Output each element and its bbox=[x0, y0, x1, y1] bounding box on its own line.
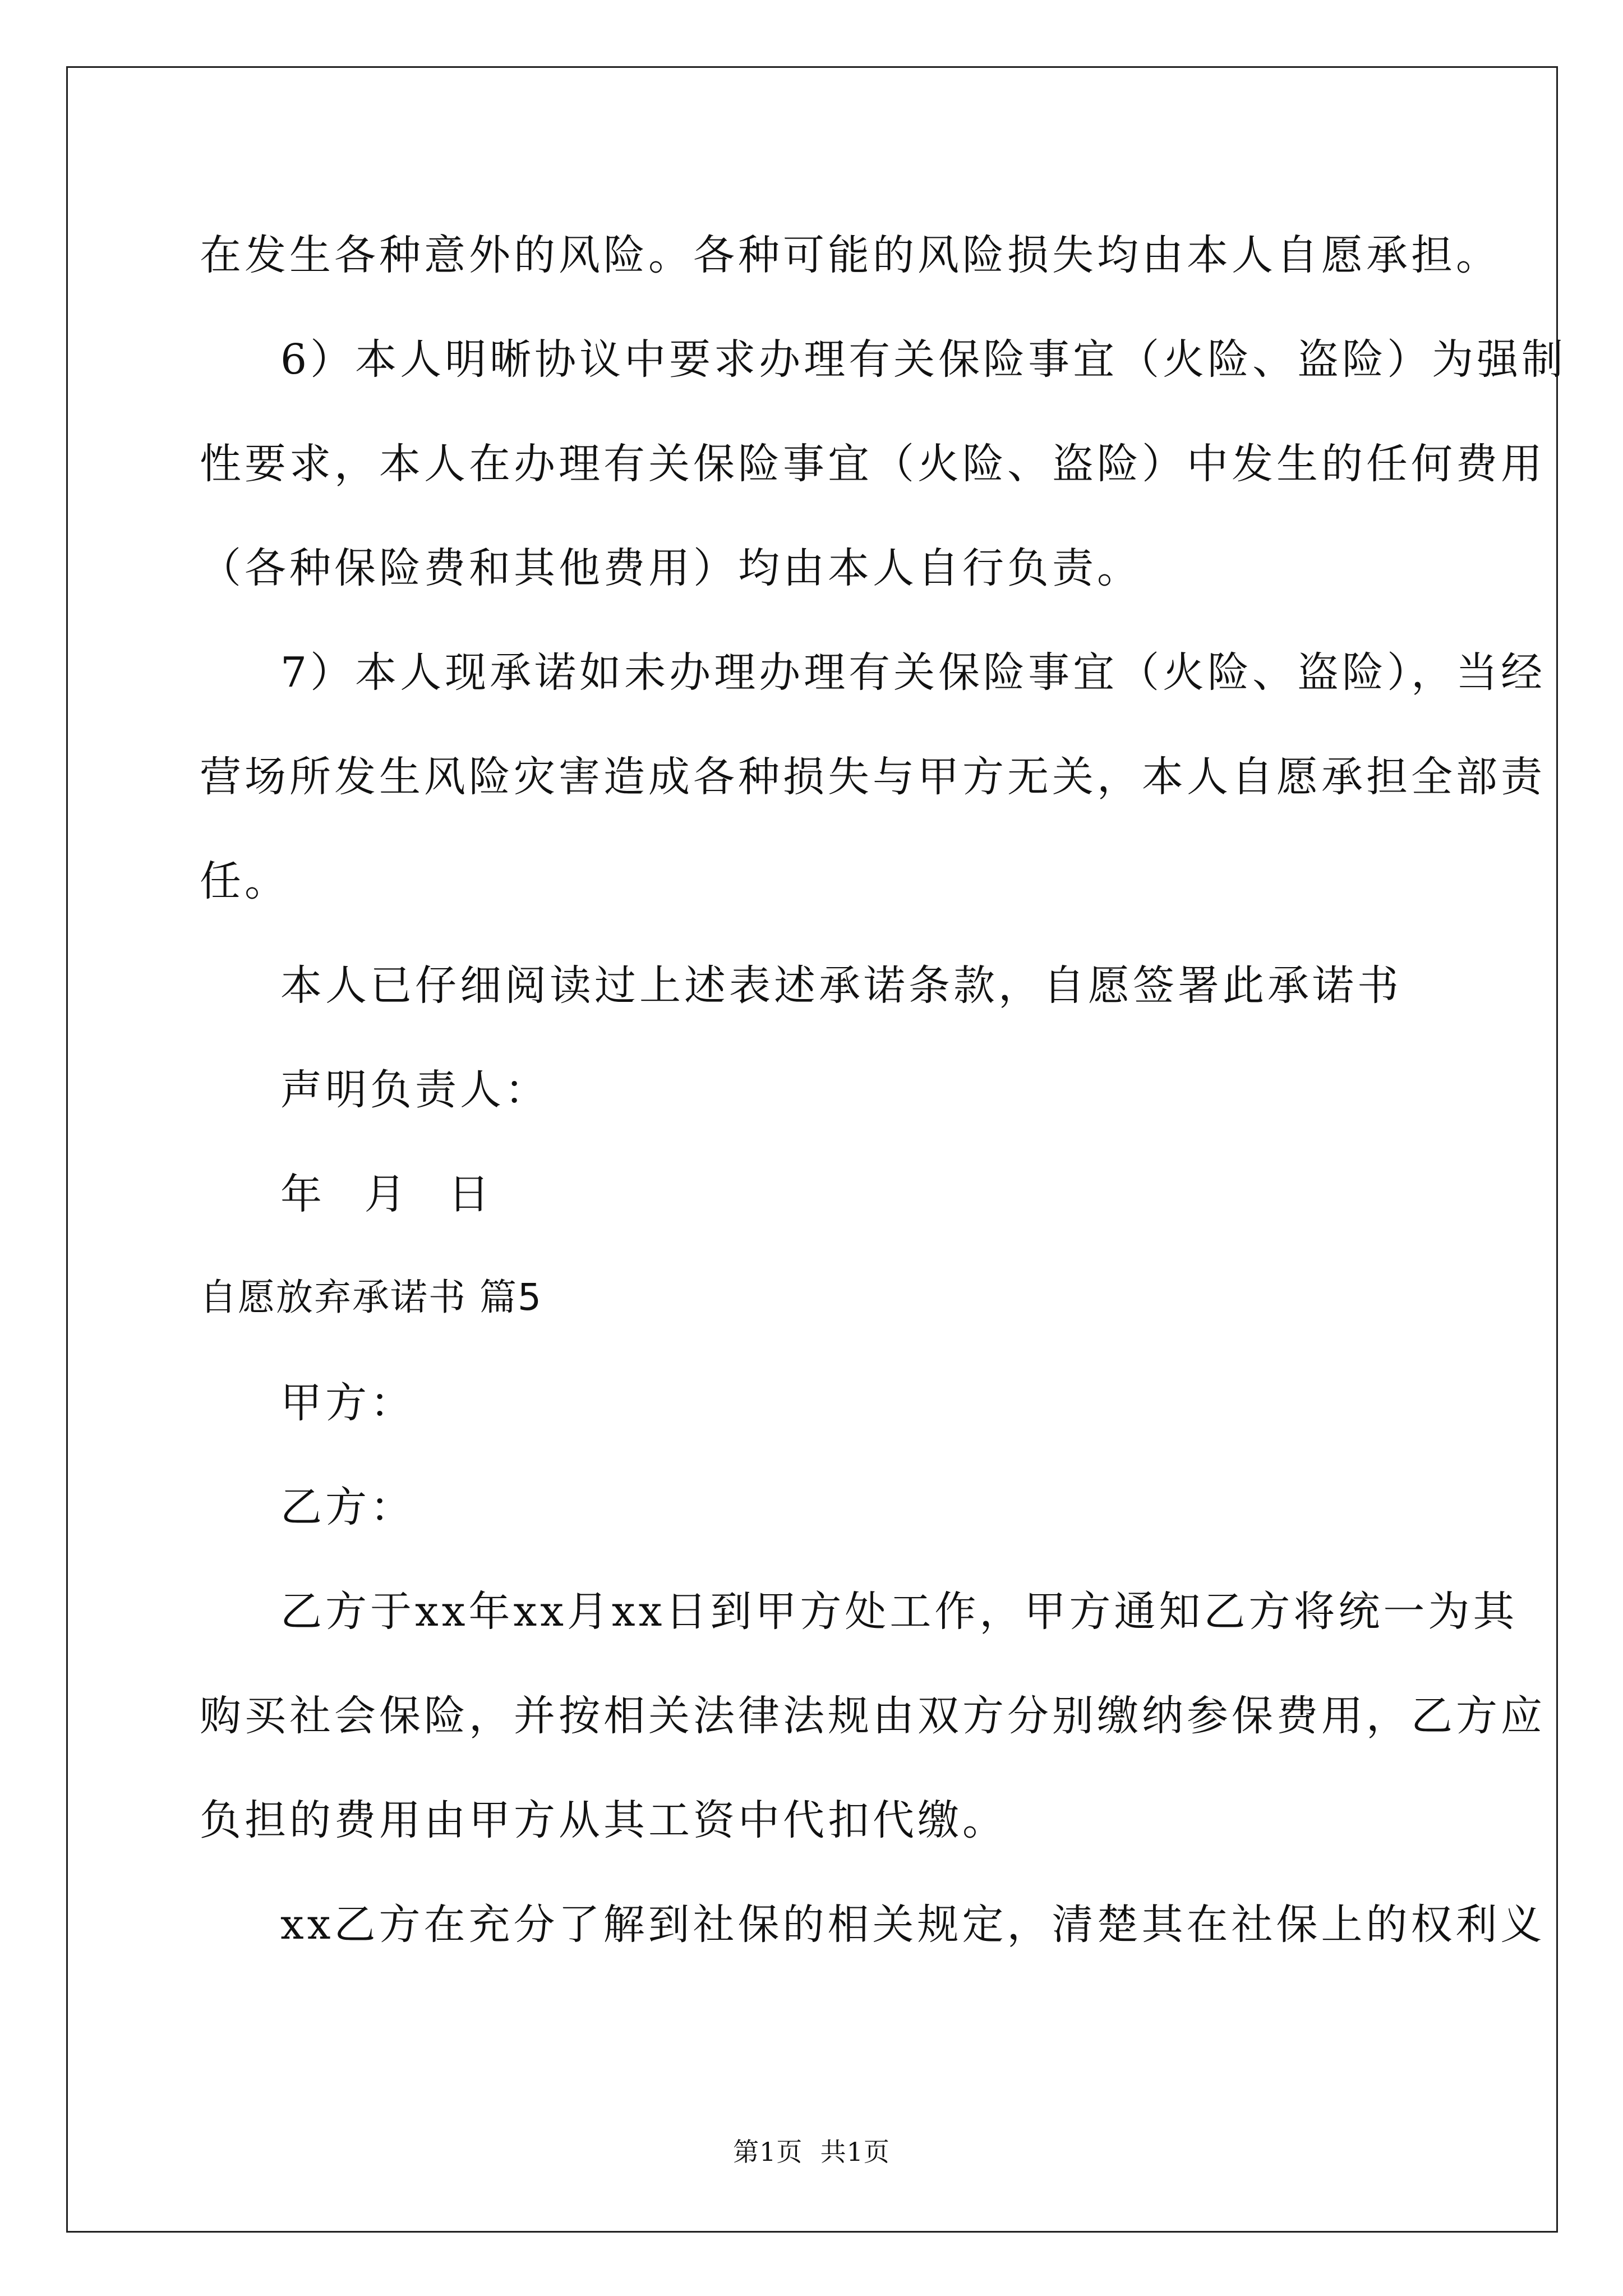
body-line: 任。 bbox=[200, 857, 289, 905]
party-b-label: 乙方： bbox=[280, 1483, 415, 1531]
body-line: 在发生各种意外的风险。各种可能的风险损失均由本人自愿承担。 bbox=[200, 231, 1501, 279]
body-line: 6）本人明晰协议中要求办理有关保险事宜（火险、盗险）为强制 bbox=[280, 335, 1567, 384]
date-line: 年 月 日 bbox=[280, 1170, 494, 1218]
body-line: 负担的费用由甲方从其工资中代扣代缴。 bbox=[200, 1796, 1007, 1844]
statement-line: 本人已仔细阅读过上述表述承诺条款，自愿签署此承诺书 bbox=[280, 961, 1402, 1010]
body-line: 性要求，本人在办理有关保险事宜（火险、盗险）中发生的任何费用 bbox=[200, 440, 1546, 488]
body-line: xx乙方在充分了解到社保的相关规定，清楚其在社保上的权利义 bbox=[280, 1901, 1546, 1949]
party-a-label: 甲方： bbox=[280, 1379, 415, 1427]
body-line: 乙方于xx年xx月xx日到甲方处工作，甲方通知乙方将统一为其 bbox=[280, 1588, 1518, 1636]
body-line: （各种保险费和其他费用）均由本人自行负责。 bbox=[200, 544, 1142, 592]
body-line: 营场所发生风险灾害造成各种损失与甲方无关，本人自愿承担全部责 bbox=[200, 753, 1546, 801]
signer-label: 声明负责人： bbox=[280, 1066, 550, 1114]
body-line: 7）本人现承诺如未办理办理有关保险事宜（火险、盗险），当经 bbox=[280, 648, 1546, 697]
body-line: 购买社会保险，并按相关法律法规由双方分别缴纳参保费用，乙方应 bbox=[200, 1692, 1546, 1740]
section-title: 自愿放弃承诺书 篇5 bbox=[200, 1276, 542, 1319]
page-footer: 第1页 共1页 bbox=[733, 2137, 890, 2167]
